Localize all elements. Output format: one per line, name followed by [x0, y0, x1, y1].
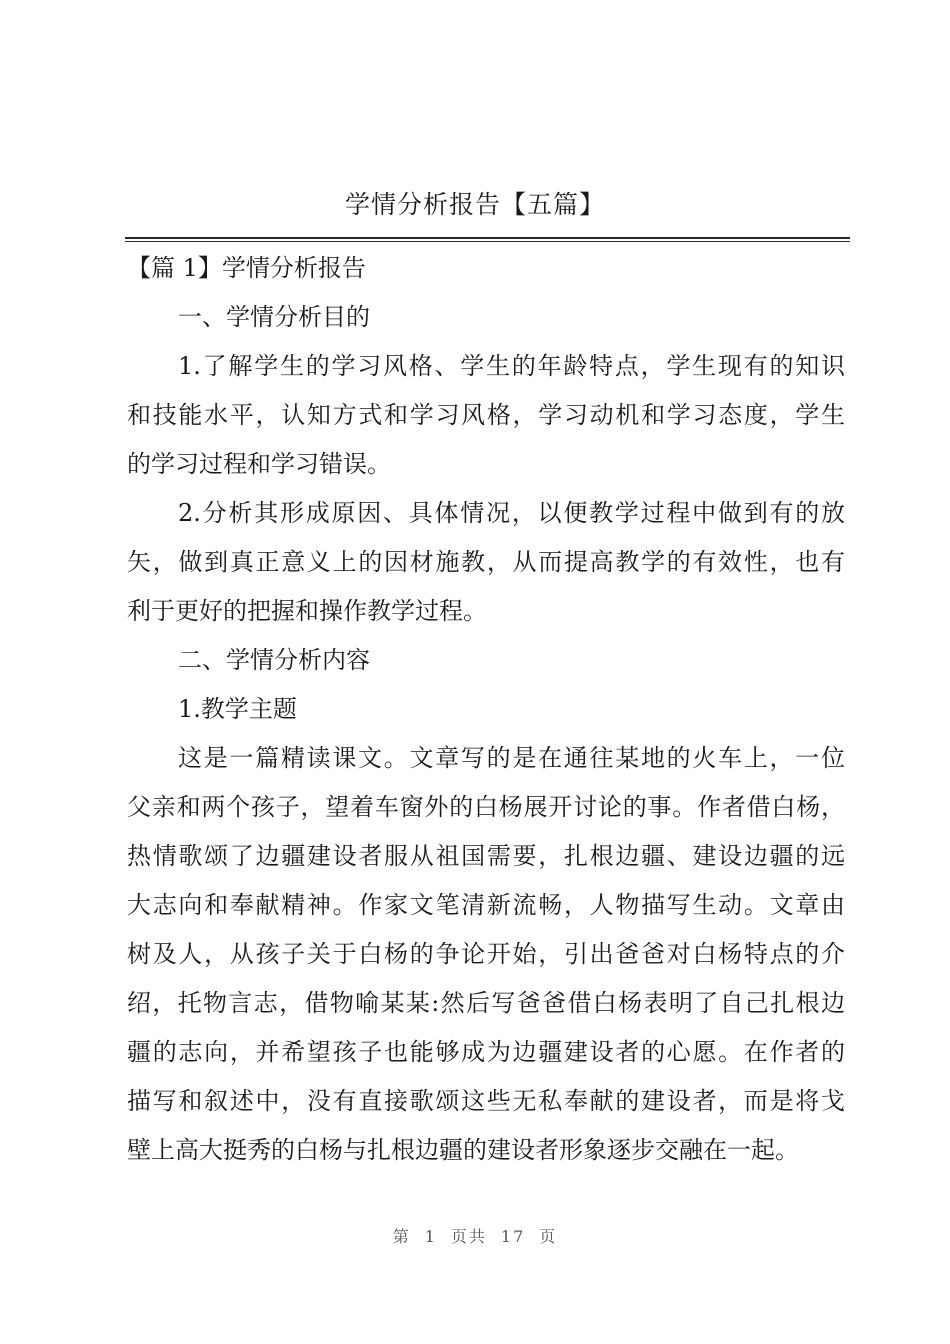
title-rule-thick [125, 237, 850, 239]
paragraph-6 [127, 734, 845, 1175]
paragraph-line: 热情歌颂了边疆建设者服从祖国需要，扎根边疆、建设边疆的远 [127, 842, 845, 870]
paragraph-line: 矢，做到真正意义上的因材施教，从而提高教学的有效性，也有 [127, 548, 845, 576]
paragraph-line: 1.教学主题 [178, 695, 297, 723]
paragraph-line: 绍，托物言志，借物喻某某:然后写爸爸借白杨表明了自己扎根边 [127, 989, 845, 1017]
paragraph-line: 1.了解学生的学习风格、学生的年龄特点，学生现有的知识 [178, 352, 845, 380]
document-body [127, 244, 845, 1175]
document-title: 学情分析报告【五篇】 [344, 190, 605, 219]
footer-suffix: 页 [539, 1227, 558, 1246]
paragraph-line: 的学习过程和学习错误。 [127, 450, 391, 478]
paragraph-4 [127, 636, 845, 685]
paragraph-line: 这是一篇精读课文。文章写的是在通往某地的火车上，一位 [178, 744, 845, 772]
paragraph-line: 描写和叙述中，没有直接歌颂这些无私奉献的建设者，而是将戈 [127, 1087, 845, 1115]
paragraph-3 [127, 489, 845, 636]
paragraph-line: 大志向和奉献精神。作家文笔清新流畅，人物描写生动。文章由 [127, 891, 845, 919]
footer-prefix: 第 [392, 1227, 411, 1246]
footer-middle: 页共 [450, 1227, 487, 1246]
paragraph-line: 2.分析其形成原因、具体情况，以便教学过程中做到有的放 [178, 499, 845, 527]
paragraph-line: 和技能水平，认知方式和学习风格，学习动机和学习态度，学生 [127, 401, 845, 429]
paragraph-line: 壁上高大挺秀的白杨与扎根边疆的建设者形象逐步交融在一起。 [127, 1136, 799, 1164]
paragraph-line: 父亲和两个孩子，望着车窗外的白杨展开讨论的事。作者借白杨， [127, 793, 845, 821]
footer-page-number: 1 [424, 1227, 437, 1246]
footer-total-pages: 17 [500, 1227, 526, 1246]
paragraph-line: 树及人，从孩子关于白杨的争论开始，引出爸爸对白杨特点的介 [127, 940, 845, 968]
paragraph-line: 疆的志向，并希望孩子也能够成为边疆建设者的心愿。在作者的 [127, 1038, 845, 1066]
paragraph-line: 利于更好的把握和操作教学过程。 [127, 597, 487, 625]
page-footer [0, 1224, 950, 1247]
title-rule-thin [125, 241, 850, 242]
paragraph-1 [127, 293, 845, 342]
paragraph-5 [127, 685, 845, 734]
paragraph-line: 二、学情分析内容 [178, 646, 370, 674]
paragraph-line: 一、学情分析目的 [178, 303, 370, 331]
paragraph-2 [127, 342, 845, 489]
section-heading: 【篇 1】学情分析报告 [127, 254, 366, 282]
